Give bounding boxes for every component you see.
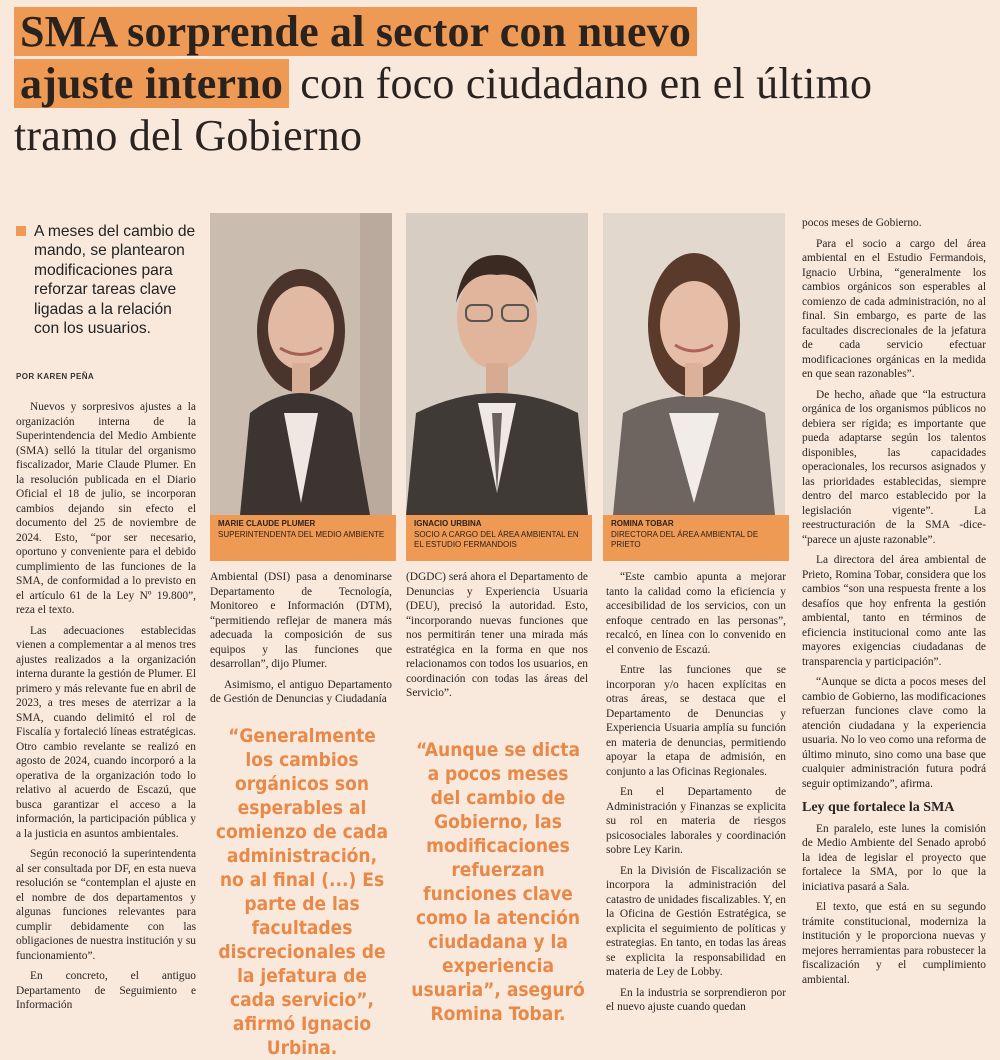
photo-plumer <box>210 213 392 515</box>
portrait-man-icon <box>406 213 588 515</box>
pull-quote-tobar <box>410 738 586 1026</box>
caption-role: SUPERINTENDENTA DEL MEDIO AMBIENTE <box>218 530 385 539</box>
paragraph: El texto, que está en su segundo trámite constitucional, moderniza la institución y le proporciona nuevas y mejores herramientas para robustecer la fiscalización y el cumplimiento ambiental. <box>802 901 986 986</box>
paragraph: “Este cambio apunta a mejorar tanto la calidad como la eficiencia y accesibilidad de los servicios, con un enfoque centrado en las personas”, recalcó, en línea con lo convenido en el convenio de Escazú. <box>606 571 786 656</box>
headline <box>14 6 986 162</box>
paragraph: Entre las funciones que se incorporan y/o hacen explícitas en otras áreas, se destaca que el Departamento de Denuncias y Experiencia Usuaria amplía su función en materia de denuncias, permitiendo apoyar la etapa de admisión, en conjunto a las Oficinas Regionales. <box>606 664 786 778</box>
caption-plumer <box>210 515 396 561</box>
caption-name: MARIE CLAUDE PLUMER <box>218 519 316 528</box>
headline-rest: con foco ciudadano en el último tramo del Gobierno <box>14 59 873 160</box>
caption-role: SOCIO A CARGO DEL ÁREA AMBIENTAL EN EL ESTUDIO FERMANDOIS <box>414 530 579 549</box>
paragraph: En el Departamento de Administración y Finanzas se explicita su rol en materia de riesgos psicosociales laborales y coordinación sobre Ley Karin. <box>606 786 786 856</box>
paragraph: (DGDC) será ahora el Departamento de Denuncias y Experiencia Usuaria (DEU), precisó la autoridad. Esto, “incorporando nuevas funciones que nos permitirán tener una mirada más estratégica en la forma en que nos relacionamos con todos los usuarios, en coordinación con todas las áreas del Servicio”. <box>406 571 588 699</box>
paragraph: pocos meses de Gobierno. <box>802 217 922 229</box>
article-column-5 <box>802 216 986 993</box>
caption-name: ROMINA TOBAR <box>611 519 674 528</box>
paragraph: “Aunque se dicta a pocos meses del cambio de Gobierno, las modificaciones refuerzan funciones clave como la atención ciudadana y la experiencia usuaria. No lo veo como una reforma de último minuto, sino como una base que cualquier administración futura podrá seguir optimizando”, afirma. <box>802 676 986 790</box>
article-column-4 <box>606 570 786 1021</box>
paragraph: En concreto, el antiguo Departamento de Seguimiento e Información <box>16 970 196 1011</box>
pull-quote-urbina <box>214 724 390 1060</box>
photo-urbina <box>406 213 588 515</box>
article-column-2 <box>210 570 392 713</box>
paragraph: Las adecuaciones establecidas vienen a complementar a al menos tres ajustes realizados a la organización interna durante la gestión de Plumer. El primero y más relevante fue en abril de 2023, a tres meses de aterrizar a la SMA, cuando delimitó el rol de Fiscalía y fortaleció líneas estratégicas. Otro cambio revelante se realizó en agosto de 2024, cuando incorporó a la operativa de la organización todo lo relativo al acuerdo de Escazú, que busca garantizar el acceso a la información, la participación pública y a la justicia en asuntos ambientales. <box>16 624 196 840</box>
caption-name: IGNACIO URBINA <box>414 519 482 528</box>
lead-text: A meses del cambio de mando, se plantearon modificaciones para reforzar tareas clave ligadas a la relación con los usuarios. <box>34 223 196 338</box>
paragraph: Ambiental (DSI) pasa a denominarse Departamento de Tecnología, Monitoreo e Información (DTM), “permitiendo reflejar de manera más adecuada la composición de sus equipos y las funciones que desarrollan”, dijo Plumer. <box>210 571 392 670</box>
caption-urbina <box>406 515 592 561</box>
paragraph: Según reconoció la superintendenta al ser consultada por DF, en esta nueva resolución se “contemplan el ajuste en el nombre de dos departamentos y algunas funciones relevantes para cumplir debidamente con las obligaciones de nuestra institución y su funcionamiento”. <box>16 848 196 962</box>
headline-highlight-1: SMA sorprende al sector con nuevo <box>14 7 697 56</box>
pull-quote-text: “Generalmente los cambios orgánicos son esperables al comienzo de cada administración, no al final (...) Es parte de las facultades discrecionales de la jefatura de cada servicio” <box>215 725 389 1011</box>
pull-quote-attribution: , aseguró Romina Tobar. <box>430 979 585 1025</box>
paragraph: La directora del área ambiental de Prieto, Romina Tobar, considera que los cambios “son una respuesta frente a los desafíos que hoy enfrenta la gestión ambiental, tanto en términos de eficiencia institucional como ante las mayores exigencias ciudadanas de transparencia y participación”. <box>802 554 986 668</box>
caption-tobar <box>603 515 789 561</box>
paragraph: En la industria se sorprendieron por el nuevo ajuste cuando quedan <box>606 986 786 1013</box>
paragraph: De hecho, añade que “la estructura orgánica de los organismos públicos no debiera ser rígida; es importante que pueda adaptarse según los talentos disponibles, las capacidades operacionales, los recursos asignados y las prioridades establecidas, siempre dentro del marco establecido por la legislación vigente”. La reestructuración de la SMA -dice- “parece un ajuste razonable”. <box>802 388 986 546</box>
paragraph: En paralelo, este lunes la comisión de Medio Ambiente del Senado aprobó la idea de legislar el proyecto que fortalece la SMA, por lo que la iniciativa pasará a Sala. <box>802 822 986 893</box>
paragraph: Nuevos y sorpresivos ajustes a la organización interna de la Superintendencia del Medio Ambiente (SMA) selló la titular del organismo fiscalizador, Marie Claude Plumer. En la resolución publicada en el Diario Oficial el 18 de julio, se incorporan cambios dejando sin efecto el documento del 25 de noviembre de 2024. Esto, “por ser necesario, oportuno y conveniente para el debido cumplimiento de las funciones de la SMA, de conformidad a lo previsto en el artículo 61 de la Ley Nº 19.800”, reza el texto. <box>16 401 196 616</box>
bullet-square-icon <box>16 226 26 236</box>
headline-highlight-2: ajuste interno <box>14 59 289 108</box>
byline: POR KAREN PEÑA <box>16 372 95 381</box>
pull-quote-attribution: , afirmó Ignacio Urbina. <box>232 989 375 1059</box>
portrait-woman-icon <box>210 213 392 515</box>
paragraph: Para el socio a cargo del área ambiental en el Estudio Fermandois, Ignacio Urbina, “generalmente los cambios orgánicos son esperables al comienzo de cada administración, no al final. Sin embargo, es parte de las facultades discrecionales de la jefatura de cada servicio efectuar modificaciones orgánicas en la medida en que sean razonables”. <box>802 237 986 380</box>
portrait-woman-icon <box>603 213 785 515</box>
paragraph: Asimismo, el antiguo Departamento de Gestión de Denuncias y Ciudadanía <box>210 678 392 705</box>
article-column-3 <box>406 570 588 707</box>
subheading: Ley que fortalece la SMA <box>802 800 955 815</box>
paragraph: En la División de Fiscalización se incorpora la administración del catastro de unidades fiscalizables. Y, en la Oficina de Gestión Estratégica, se explicita el seguimiento de políticas y estrategias. En tanto, en todas las áreas se explicita la responsabilidad en materia de Ley de Lobby. <box>606 864 786 978</box>
pull-quote-text: “Aunque se dicta a pocos meses del cambio de Gobierno, las modificaciones refuerzan funciones clave como la atención ciudadana y la experiencia usuaria” <box>411 739 581 1001</box>
lead-summary <box>16 222 196 338</box>
caption-role: DIRECTORA DEL ÁREA AMBIENTAL DE PRIETO <box>611 530 759 549</box>
photo-tobar <box>603 213 785 515</box>
article-column-1 <box>16 400 196 1019</box>
